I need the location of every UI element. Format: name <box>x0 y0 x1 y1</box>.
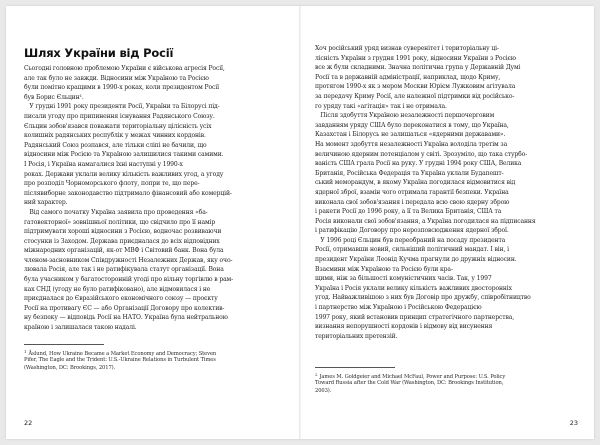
body-line: ках СНД (угоду не було ратифіковано), але відмовилася і не <box>24 285 211 293</box>
footnote-text: James M. Goldgeier and Michael McFaul, Power and Purpose: U.S. Policy <box>319 374 506 380</box>
body-line: виконала свої зобов'язання і передала всю свою ядерну зброю <box>315 198 510 206</box>
footnote-text: Åslund, How Ukraine Became a Market Economy and Democracy; Steven <box>28 351 217 357</box>
footnote-line <box>24 348 216 356</box>
footnote-rule <box>315 367 395 368</box>
left-footnote <box>24 348 216 373</box>
body-line: визнання непорушності кордонів і відмову від висунення <box>315 323 493 331</box>
body-line: і ракети Росії до 1996 року, а її та Велика Британія, США та <box>315 208 502 216</box>
footnote-line <box>315 371 505 379</box>
body-line: протягом 1990-х як з мером Москви Юрієм Лужковим агітувала <box>315 83 516 91</box>
body-line: У 1996 році Єльцин був переобраний на посаду президента <box>315 236 506 244</box>
body-line: президент України Леонід Кучма прагнули до дружніх відносин. <box>315 256 517 264</box>
footnote-line <box>24 364 216 372</box>
body-line: Радянський Союз розпався, але тільки сліпі не бачили, що <box>24 141 207 149</box>
body-line: Росії, отримавши новий, сильніший політичний мандат. І він, і <box>315 246 509 254</box>
footnote-marker: 2 <box>315 372 318 377</box>
book-spread <box>6 6 594 439</box>
body-line: Україна і Росія уклали велику кількість важливих двосторонніх <box>315 284 512 292</box>
right-body-text <box>315 44 579 341</box>
body-line: Британія, Російська Федерація та Україна уклали Будапешт- <box>315 169 504 177</box>
footnote-marker: 1 <box>24 349 27 354</box>
body-line: все ж були складними. Значна політична група у Державній Думі <box>315 64 521 72</box>
body-line: писали угоду про припинення існування Радянського Союзу. <box>24 112 215 120</box>
body-line: Взаємини між Україною та Росією були кра- <box>315 265 453 273</box>
body-line: підтримувати хороші відносини з Росією, водночас розвиваючи <box>24 228 222 236</box>
body-line: колишніх радянських республік у межах чинних кордонів. <box>24 132 206 140</box>
body-line: Росія виконали свої зобов'язання, а Україна погодилася на підписання <box>315 217 536 225</box>
body-line: країною і залишалася такою надалі. <box>24 324 137 332</box>
body-line: І Росія, і Україна намагалися їхні наступні у 1990-х <box>24 160 183 168</box>
body-line: ваність США грала Росії на руку. У грудні 1994 року США, Велика <box>315 160 522 168</box>
body-line: ний характер. <box>24 199 68 207</box>
body-line: гатовекторної» зовнішньої політики, що свідчило про її намір <box>24 218 216 226</box>
body-line: Після здобуття Україною незалежності першочерговим <box>315 112 495 120</box>
body-line: Від самого початку Україна заявила про проведення «ба- <box>24 208 208 216</box>
body-line: У грудні 1991 року президенти Росії, України та Білорусі під- <box>24 103 220 111</box>
body-line: Росії та в державній адміністрації, наприклад, щодо Криму, <box>315 73 501 81</box>
body-line: Казахстан і Білорусь не залишаться «ядерними державами». <box>315 131 506 139</box>
body-line: була учасником у багатосторонній угоді про вільну торгівлю в рам- <box>24 276 234 284</box>
right-page <box>301 6 594 439</box>
body-line: територіальних претензій. <box>315 332 398 340</box>
body-line: і ратифікацію Договору про нерозповсюдження ядерної зброї. <box>315 227 509 235</box>
left-body-text <box>24 64 286 333</box>
body-line: Сьогодні головною проблемою України є військова агресія Росії, <box>24 65 225 72</box>
body-line: були помітно кращими в 1990-х роках, коли президентом Росії <box>24 84 219 92</box>
body-line: стосунки із Заходом. Держава приєдналася до всіх відповідних <box>24 237 220 245</box>
body-line: і партнерство між Україною і Російською Федерацією <box>315 304 482 312</box>
body-line: Росії на противагу ЄС — або Організації Договору про колектив- <box>24 304 225 312</box>
page-number: 23 <box>569 419 578 427</box>
footnote-text: Toward Russia after the Cold War (Washington, DC: Brookings Institution, <box>315 380 504 387</box>
body-line: міжнародних організацій, як-от МВФ і Світовий банк. Вона була <box>24 247 224 255</box>
body-line: ну безпеку — відповідь Росії на НАТО. Україна була нейтральною <box>24 314 228 322</box>
body-line: післявиборне законодавство підтримало фінансовий або комерцій- <box>24 189 232 197</box>
left-page <box>6 6 299 439</box>
page-number: 22 <box>24 419 33 427</box>
body-line: за передачу Криму Росії, але належної підтримки від російсько- <box>315 92 515 100</box>
body-line: На момент здобуття незалежності Україна володіла третім за <box>315 140 508 148</box>
body-line: був Борис Єльцин¹. <box>24 93 84 101</box>
footnote-text: Pifer, The Eagle and the Trident: U.S.-Ukraine Relations in Turbulent Times <box>24 357 216 364</box>
body-line: приєдналася до Євразійського економічного союзу — проєкту <box>24 295 218 303</box>
body-line: членом-засновником Співдружності Незалежних Держав, яку очо- <box>24 256 233 264</box>
body-line: ядерної зброї, взамін чого отримала гарантії безпеки. Україна <box>315 188 509 196</box>
body-line: ський меморандум, в якому Україна погодилася відмовитися від <box>315 179 516 187</box>
body-line: Єльцин зобов'язався поважати територіальну цілісність усіх <box>24 122 212 130</box>
footnote-line <box>24 356 216 364</box>
body-line: 1997 року, який встановив принцип стратегічного партнерства, <box>315 313 515 321</box>
body-line: відносини між Росією та Україною залишилися такими самими. <box>24 151 224 159</box>
footnote-line <box>315 387 505 395</box>
footnote-rule <box>24 344 104 345</box>
body-line: лювала Росія, але так і не ратифікувала статут організації. Вона <box>24 266 224 274</box>
chapter-heading: Шлях України від Росії <box>24 46 174 60</box>
footnote-text: (Washington, DC: Brookings, 2017). <box>24 365 116 372</box>
body-line: роках. Держави уклали велику кількість важливих угод, а угоду <box>24 170 224 178</box>
footnote-line <box>315 379 505 387</box>
body-line: завданням уряду США було переконатися в тому, що Україна, <box>315 121 509 129</box>
body-line: щими, ніж за більшості комуністичних часів. Так, у 1997 <box>315 275 492 283</box>
right-footnote <box>315 371 505 396</box>
body-line: але так було не завжди. Відносини між Україною та Росією <box>24 74 209 82</box>
body-line: про розподіл Чорноморського флоту, попри те, що пере- <box>24 180 200 188</box>
body-line: лісність України з грудня 1991 року, відносини України з Росією <box>315 54 516 62</box>
body-line: величиною ядерним потенціалом у світі. Зрозуміло, що така стурбо- <box>315 150 528 158</box>
body-line: Хоч російський уряд визнав суверенітет і територіальну ці- <box>315 45 499 52</box>
body-line: угод. Найважливішою з них був Договір про дружбу, співробітництво <box>315 294 531 302</box>
body-line: го уряду такі «агітація» так і не отримала. <box>315 102 447 110</box>
footnote-text: 2003). <box>315 388 332 395</box>
